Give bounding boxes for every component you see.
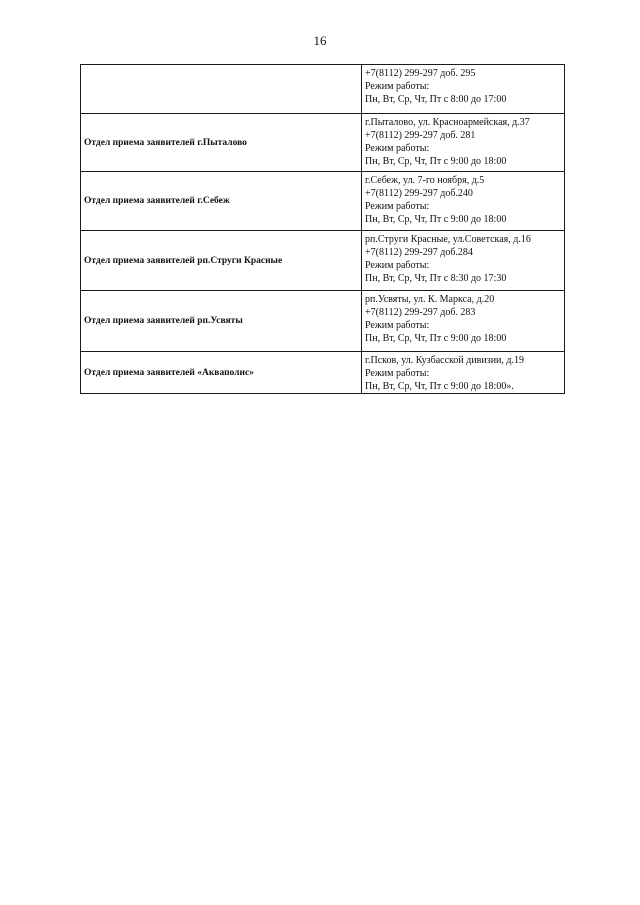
- contact-line: +7(8112) 299-297 доб.284: [365, 247, 473, 258]
- contact-line: +7(8112) 299-297 доб.240: [365, 188, 473, 199]
- table-row: [81, 65, 565, 114]
- contact-line: Режим работы:: [365, 81, 430, 92]
- contact-line: Режим работы:: [365, 320, 430, 331]
- contact-line: Пн, Вт, Ср, Чт, Пт с 9:00 до 18:00: [365, 333, 507, 344]
- contact-line: Режим работы:: [365, 260, 430, 271]
- contact-line: г.Пыталово, ул. Красноармейская, д.37: [365, 117, 530, 128]
- office-contact: [362, 291, 565, 352]
- office-name: Отдел приема заявителей г.Пыталово: [81, 114, 362, 172]
- table-row: [81, 172, 565, 231]
- table-row: [81, 291, 565, 352]
- contact-line: +7(8112) 299-297 доб. 295: [365, 68, 476, 79]
- contact-line: Режим работы:: [365, 368, 430, 379]
- contact-line: рп.Струги Красные, ул.Советская, д.16: [365, 234, 531, 245]
- offices-table: [80, 64, 565, 394]
- office-contact: [362, 172, 565, 231]
- contact-line: Пн, Вт, Ср, Чт, Пт с 9:00 до 18:00: [365, 214, 507, 225]
- contact-line: Режим работы:: [365, 143, 430, 154]
- contact-line: +7(8112) 299-297 доб. 281: [365, 130, 476, 141]
- contact-line: г.Себеж, ул. 7-го ноября, д.5: [365, 175, 485, 186]
- contact-line: рп.Усвяты, ул. К. Маркса, д.20: [365, 294, 495, 305]
- office-contact: [362, 65, 565, 114]
- table-row: [81, 114, 565, 172]
- table-row: [81, 231, 565, 291]
- contact-line: Пн, Вт, Ср, Чт, Пт с 9:00 до 18:00: [365, 156, 507, 167]
- office-name: Отдел приема заявителей «Акваполис»: [81, 352, 362, 394]
- contact-line: Пн, Вт, Ср, Чт, Пт с 8:00 до 17:00: [365, 94, 507, 105]
- contact-line: г.Псков, ул. Кузбасской дивизии, д.19: [365, 355, 524, 366]
- office-contact: [362, 114, 565, 172]
- office-contact: [362, 231, 565, 291]
- office-name: Отдел приема заявителей рп.Усвяты: [81, 291, 362, 352]
- office-contact: [362, 352, 565, 394]
- contact-line: Пн, Вт, Ср, Чт, Пт с 8:30 до 17:30: [365, 273, 507, 284]
- page-number: 16: [313, 33, 327, 48]
- office-name: [81, 65, 362, 114]
- contact-line: +7(8112) 299-297 доб. 283: [365, 307, 476, 318]
- table-row: [81, 352, 565, 394]
- contact-line: Пн, Вт, Ср, Чт, Пт с 9:00 до 18:00».: [365, 381, 514, 392]
- office-name: Отдел приема заявителей рп.Струги Красные: [81, 231, 362, 291]
- office-name: Отдел приема заявителей г.Себеж: [81, 172, 362, 231]
- contact-line: Режим работы:: [365, 201, 430, 212]
